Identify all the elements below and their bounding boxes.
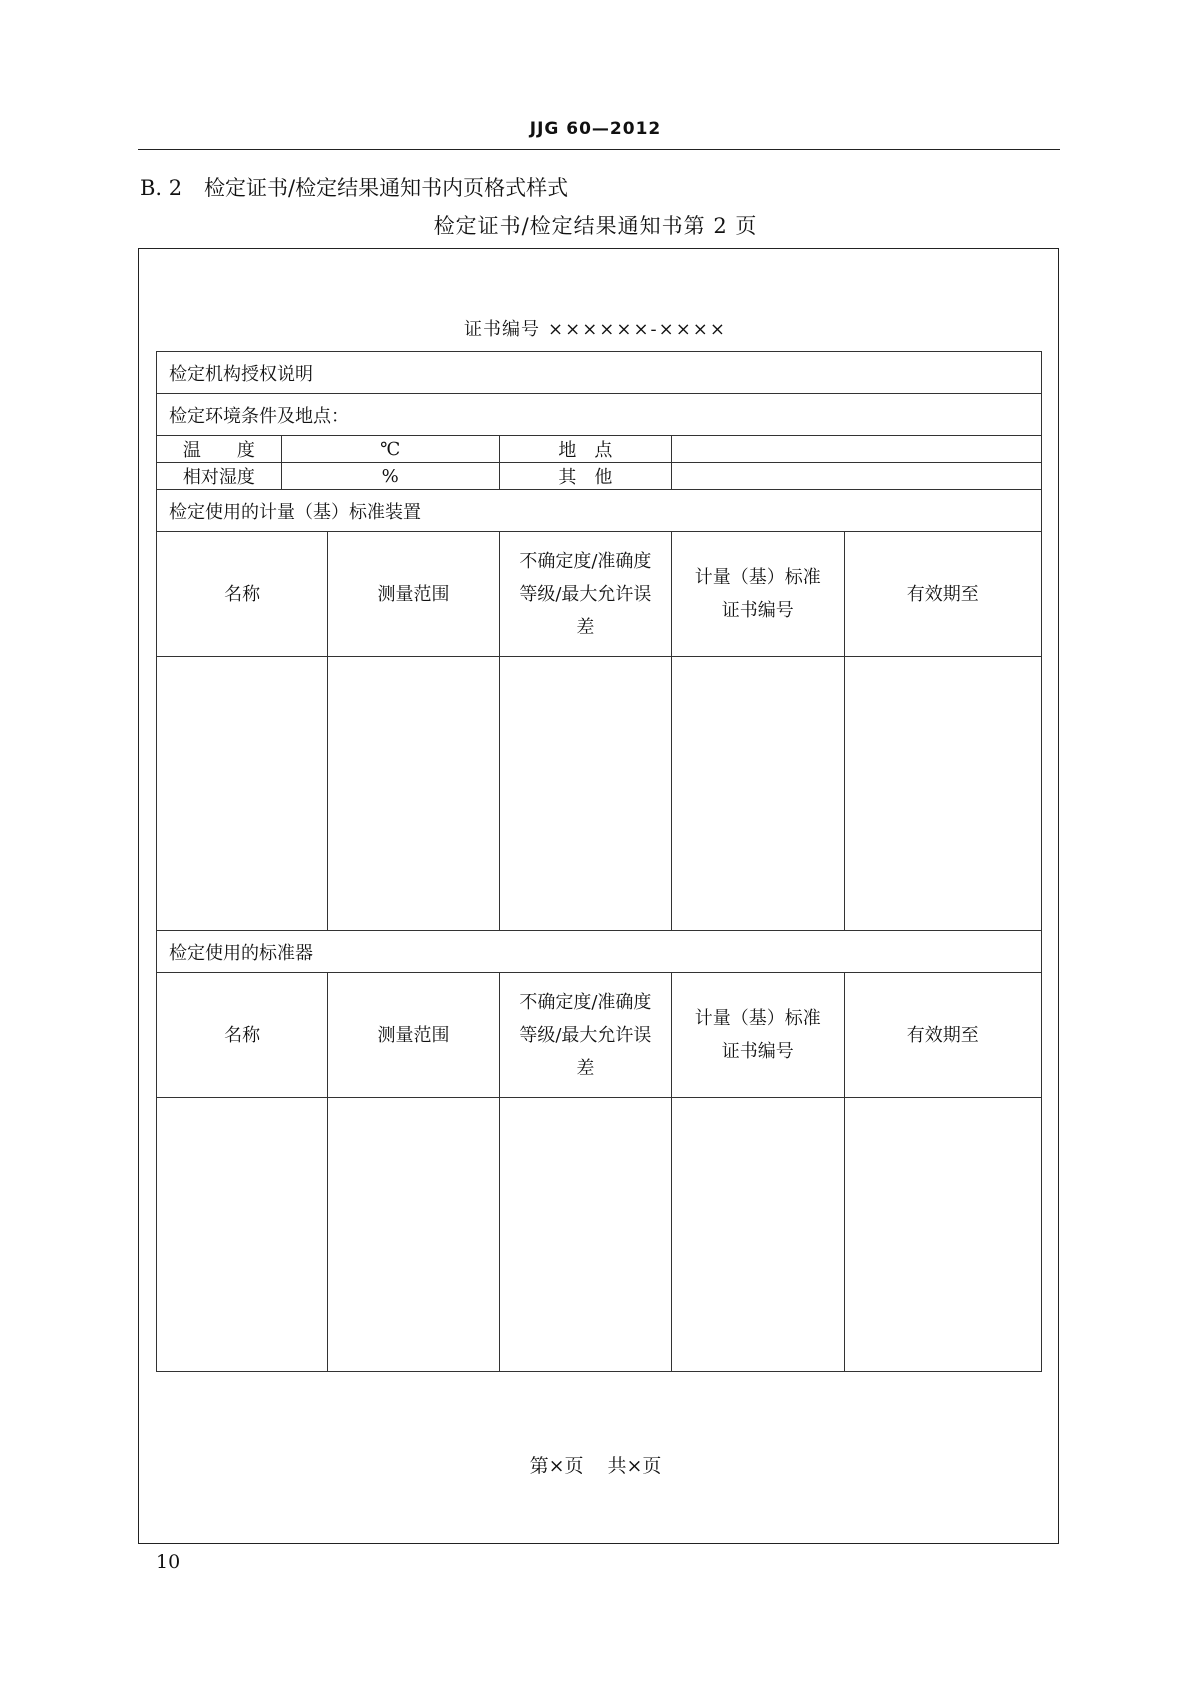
standard-instrument-label: 检定使用的标准器 [157,931,1042,973]
column-header-valid-until: 有效期至 [844,973,1041,1098]
header-rule [138,149,1060,150]
other-value [672,463,1042,490]
certificate-number-value: ××××××-×××× [548,319,727,340]
table-row [157,463,1042,490]
table-cell [328,657,499,931]
temperature-label: 温 度 [157,436,282,463]
column-header-name: 名称 [157,973,328,1098]
table-cell [499,657,671,931]
section-title: 检定证书/检定结果通知书内页格式样式 [204,176,569,200]
table-row [157,931,1042,973]
table-cell [844,1098,1041,1372]
table-cell [157,657,328,931]
table-row [157,1098,1042,1372]
table-row [157,973,1042,1098]
table-row [157,490,1042,532]
standard-device-label: 检定使用的计量（基）标准装置 [157,490,1042,532]
humidity-label: 相对湿度 [157,463,282,490]
section-number: B. 2 [140,176,183,200]
humidity-unit: % [281,463,499,490]
certificate-table [156,351,1042,1372]
column-header-name: 名称 [157,532,328,657]
certificate-number [0,315,1191,341]
standard-code: JJG 60—2012 [529,119,662,139]
table-row [157,532,1042,657]
table-row [157,352,1042,394]
table-cell [672,1098,844,1372]
table-row [157,436,1042,463]
location-value [672,436,1042,463]
page-footer [0,1451,1191,1478]
page-subtitle: 检定证书/检定结果通知书第 2 页 [433,214,758,238]
table-cell [672,657,844,931]
footer-page: 第×页 [529,1455,584,1477]
table-row [157,657,1042,931]
table-cell [328,1098,499,1372]
column-header-uncertainty-text: 不确定度/准确度等级/最大允许误差 [519,550,652,638]
column-header-range: 测量范围 [328,973,499,1098]
table-row [157,394,1042,436]
footer-total: 共×页 [607,1455,662,1477]
column-header-uncertainty [499,973,671,1098]
column-header-cert-number-text: 计量（基）标准证书编号 [694,567,821,621]
table-cell [844,657,1041,931]
column-header-cert-number-text: 计量（基）标准证书编号 [694,1008,821,1062]
certificate-number-label: 证书编号 [464,319,541,340]
authorization-label: 检定机构授权说明 [157,352,1042,394]
section-heading [140,172,568,202]
location-label: 地 点 [499,436,671,463]
environment-label: 检定环境条件及地点： [157,394,1042,436]
column-header-valid-until: 有效期至 [844,532,1041,657]
column-header-uncertainty [499,532,671,657]
temperature-unit: ℃ [281,436,499,463]
page-number: 10 [156,1551,181,1573]
column-header-uncertainty-text: 不确定度/准确度等级/最大允许误差 [519,991,652,1079]
table-cell [157,1098,328,1372]
column-header-range: 测量范围 [328,532,499,657]
table-cell [499,1098,671,1372]
column-header-cert-number [672,532,844,657]
other-label: 其 他 [499,463,671,490]
column-header-cert-number [672,973,844,1098]
